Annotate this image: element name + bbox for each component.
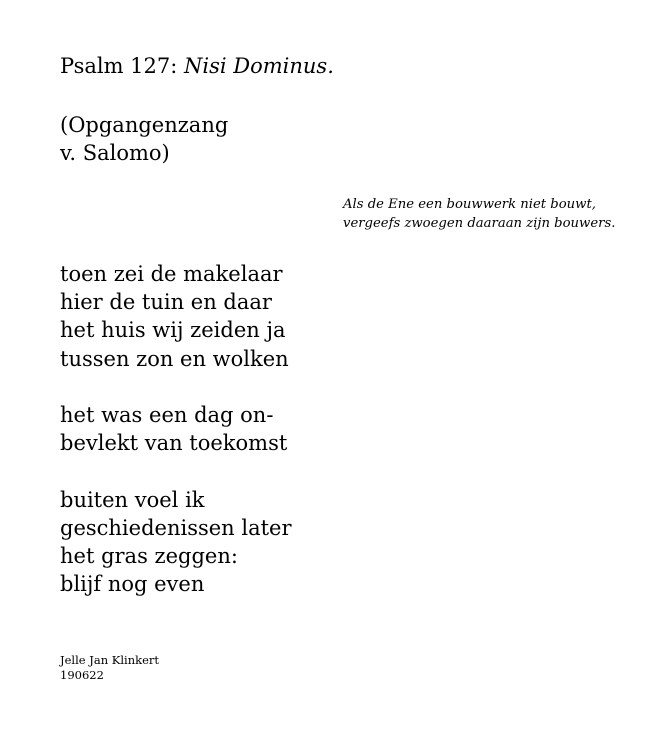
poem-line: hier de tuin en daar [60,290,272,315]
poem-line: tussen zon en wolken [60,346,289,371]
poem-line: bevlekt van toekomst [60,431,288,456]
epigraph-line: Als de Ene een bouwwerk niet bouwt, [343,197,596,212]
poem-line: buiten voel ik [60,487,205,512]
epigraph [343,195,615,233]
author-name: Jelle Jan Klinkert [60,653,160,667]
poem-line: het gras zeggen: [60,544,238,568]
stanza [60,401,292,457]
stanza [60,260,292,373]
subtitle-line: (Opgangenzang [60,113,229,137]
poem-line: het was een dag on- [60,403,274,427]
poem-line: het huis wij zeiden ja [60,318,286,343]
date-stamp: 190622 [60,668,104,682]
poem-line: geschiedenissen later [60,515,292,540]
title-prefix: Psalm 127: [60,54,185,78]
poem-line: blijf nog even [60,572,205,597]
title-latin: Nisi Dominus. [184,54,334,78]
epigraph-line: vergeefs zwoegen daaraan zijn bouwers. [343,216,616,231]
poem-body [60,260,292,598]
stanza [60,486,292,599]
poem-subtitle [60,111,228,167]
poem-line: toen zei de makelaar [60,262,283,286]
signature [60,653,159,683]
subtitle-line: v. Salomo) [60,141,170,165]
poem-title [60,52,334,80]
